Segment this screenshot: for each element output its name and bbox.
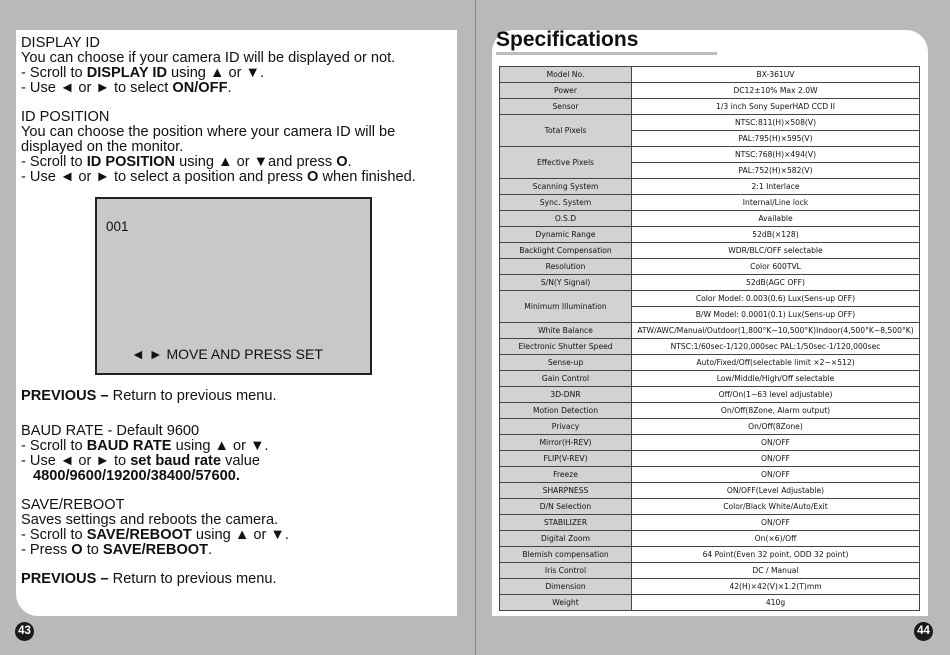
spec-label: Model No. (500, 67, 632, 83)
spec-value: BX-361UV (632, 67, 920, 83)
spec-value: ON/OFF(Level Adjustable) (632, 483, 920, 499)
id-position-desc-1: You can choose the position where your camera ID will be (21, 124, 396, 140)
spec-value: Auto/Fixed/Off(selectable limit ×2~×512) (632, 355, 920, 371)
spec-row (500, 147, 920, 163)
spec-label: Dimension (500, 579, 632, 595)
spec-value: 52dB(AGC OFF) (632, 275, 920, 291)
spec-value: Low/Middle/High/Off selectable (632, 371, 920, 387)
save-reboot-desc: Saves settings and reboots the camera. (21, 512, 279, 528)
spec-label: Sensor (500, 99, 632, 115)
spec-value: PAL:752(H)×582(V) (632, 163, 920, 179)
spec-value: Available (632, 211, 920, 227)
spec-row (500, 419, 920, 435)
right-page (492, 30, 928, 616)
save-reboot-heading: SAVE/REBOOT (21, 497, 125, 513)
spec-label: Power (500, 83, 632, 99)
spec-value: 2:1 Interlace (632, 179, 920, 195)
spec-row (500, 275, 920, 291)
baud-rate-heading: BAUD RATE - Default 9600 (21, 423, 200, 439)
spec-label: STABILIZER (500, 515, 632, 531)
spec-value: ON/OFF (632, 451, 920, 467)
id-position-step-2: - Use ◄ or ► to select a position and press O when finished. (21, 169, 416, 185)
spec-value: NTSC:811(H)×508(V) (632, 115, 920, 131)
spec-value: 52dB(×128) (632, 227, 920, 243)
spec-row (500, 467, 920, 483)
id-position-desc-2: displayed on the monitor. (21, 139, 184, 155)
spec-row (500, 387, 920, 403)
spec-label: Backlight Compensation (500, 243, 632, 259)
spec-row (500, 195, 920, 211)
spec-row (500, 67, 920, 83)
spec-label: S/N(Y Signal) (500, 275, 632, 291)
spec-label: Weight (500, 595, 632, 611)
spec-value: ON/OFF (632, 467, 920, 483)
spec-label: Total Pixels (500, 115, 632, 147)
spec-value: Color Model: 0.003(0.6) Lux(Sens-up OFF) (632, 291, 920, 307)
spec-row (500, 339, 920, 355)
spec-label: Mirror(H-REV) (500, 435, 632, 451)
camera-id-text: 001 (106, 219, 129, 234)
baud-rate-step-2: - Use ◄ or ► to set baud rate value (21, 453, 260, 469)
spec-value: 42(H)×42(V)×1.2(T)mm (632, 579, 920, 595)
spec-row (500, 323, 920, 339)
spec-row (500, 291, 920, 307)
spec-label: D/N Selection (500, 499, 632, 515)
spec-value: 64 Point(Even 32 point, ODD 32 point) (632, 547, 920, 563)
spec-value: NTSC:768(H)×494(V) (632, 147, 920, 163)
spec-row (500, 515, 920, 531)
spec-label: Resolution (500, 259, 632, 275)
id-position-heading: ID POSITION (21, 109, 110, 125)
spec-row (500, 211, 920, 227)
spec-label: O.S.D (500, 211, 632, 227)
spec-label: Electronic Shutter Speed (500, 339, 632, 355)
display-id-heading: DISPLAY ID (21, 35, 100, 51)
spec-value: 410g (632, 595, 920, 611)
spec-value: 1/3 inch Sony SuperHAD CCD II (632, 99, 920, 115)
spec-value: On/Off(8Zone, Alarm output) (632, 403, 920, 419)
baud-rate-values: 4800/9600/19200/38400/57600. (33, 468, 240, 484)
page-number-left: 43 (15, 622, 34, 641)
spec-value: Color/Black White/Auto/Exit (632, 499, 920, 515)
spec-label: Blemish compensation (500, 547, 632, 563)
specifications-table (499, 66, 920, 611)
spec-label: Privacy (500, 419, 632, 435)
spec-value: WDR/BLC/OFF selectable (632, 243, 920, 259)
spec-label: SHARPNESS (500, 483, 632, 499)
spec-value: DC12±10% Max 2.0W (632, 83, 920, 99)
left-page (16, 30, 457, 616)
spec-value: DC / Manual (632, 563, 920, 579)
spec-label: Iris Control (500, 563, 632, 579)
monitor-message: ◄ ► MOVE AND PRESS SET (131, 346, 323, 362)
spec-row (500, 99, 920, 115)
specifications-title: Specifications (496, 28, 639, 51)
spec-row (500, 83, 920, 99)
spec-value: B/W Model: 0.0001(0.1) Lux(Sens-up OFF) (632, 307, 920, 323)
spec-value: ON/OFF (632, 435, 920, 451)
spec-label: Sync. System (500, 195, 632, 211)
spec-label: 3D-DNR (500, 387, 632, 403)
spec-value: ON/OFF (632, 515, 920, 531)
spec-row (500, 179, 920, 195)
spec-label: Effective Pixels (500, 147, 632, 179)
save-reboot-step-1: - Scroll to SAVE/REBOOT using ▲ or ▼. (21, 527, 289, 543)
display-id-step-2: - Use ◄ or ► to select ON/OFF. (21, 80, 232, 96)
page-divider (475, 0, 476, 655)
id-position-step-1: - Scroll to ID POSITION using ▲ or ▼and press O. (21, 154, 352, 170)
spec-label: Motion Detection (500, 403, 632, 419)
previous-instruction-2: PREVIOUS – Return to previous menu. (21, 571, 277, 587)
spec-row (500, 435, 920, 451)
spec-value: On/Off(8Zone) (632, 419, 920, 435)
spec-label: FLIP(V-REV) (500, 451, 632, 467)
spec-row (500, 595, 920, 611)
spec-label: White Balance (500, 323, 632, 339)
spec-row (500, 563, 920, 579)
display-id-desc: You can choose if your camera ID will be displayed or not. (21, 50, 396, 66)
spec-value: NTSC:1/60sec-1/120,000sec PAL:1/50sec-1/120,000sec (632, 339, 920, 355)
spec-label: Sense-up (500, 355, 632, 371)
spec-row (500, 115, 920, 131)
baud-rate-step-1: - Scroll to BAUD RATE using ▲ or ▼. (21, 438, 269, 454)
spec-value: PAL:795(H)×595(V) (632, 131, 920, 147)
spec-value: On(×6)/Off (632, 531, 920, 547)
spec-row (500, 403, 920, 419)
spec-row (500, 355, 920, 371)
monitor-preview (95, 197, 372, 375)
spec-row (500, 499, 920, 515)
spec-row (500, 579, 920, 595)
spec-label: Digital Zoom (500, 531, 632, 547)
previous-instruction-1: PREVIOUS – Return to previous menu. (21, 388, 277, 404)
save-reboot-step-2: - Press O to SAVE/REBOOT. (21, 542, 213, 558)
spec-label: Gain Control (500, 371, 632, 387)
spec-row (500, 483, 920, 499)
spec-label: Scanning System (500, 179, 632, 195)
title-underline (496, 52, 717, 55)
spec-row (500, 451, 920, 467)
page-number-right: 44 (914, 622, 933, 641)
spec-label: Dynamic Range (500, 227, 632, 243)
spec-row (500, 371, 920, 387)
spec-row (500, 547, 920, 563)
spec-row (500, 243, 920, 259)
spec-label: Freeze (500, 467, 632, 483)
spec-value: Color 600TVL (632, 259, 920, 275)
spec-value: ATW/AWC/Manual/Outdoor(1,800°K~10,500°K)Indoor(4,500°K~8,500°K) (632, 323, 920, 339)
display-id-step-1: - Scroll to DISPLAY ID using ▲ or ▼. (21, 65, 265, 81)
spec-row (500, 227, 920, 243)
spec-value: Internal/Line lock (632, 195, 920, 211)
spec-row (500, 259, 920, 275)
spec-label: Minimum Illumination (500, 291, 632, 323)
spec-value: Off/On(1~63 level adjustable) (632, 387, 920, 403)
spec-row (500, 531, 920, 547)
